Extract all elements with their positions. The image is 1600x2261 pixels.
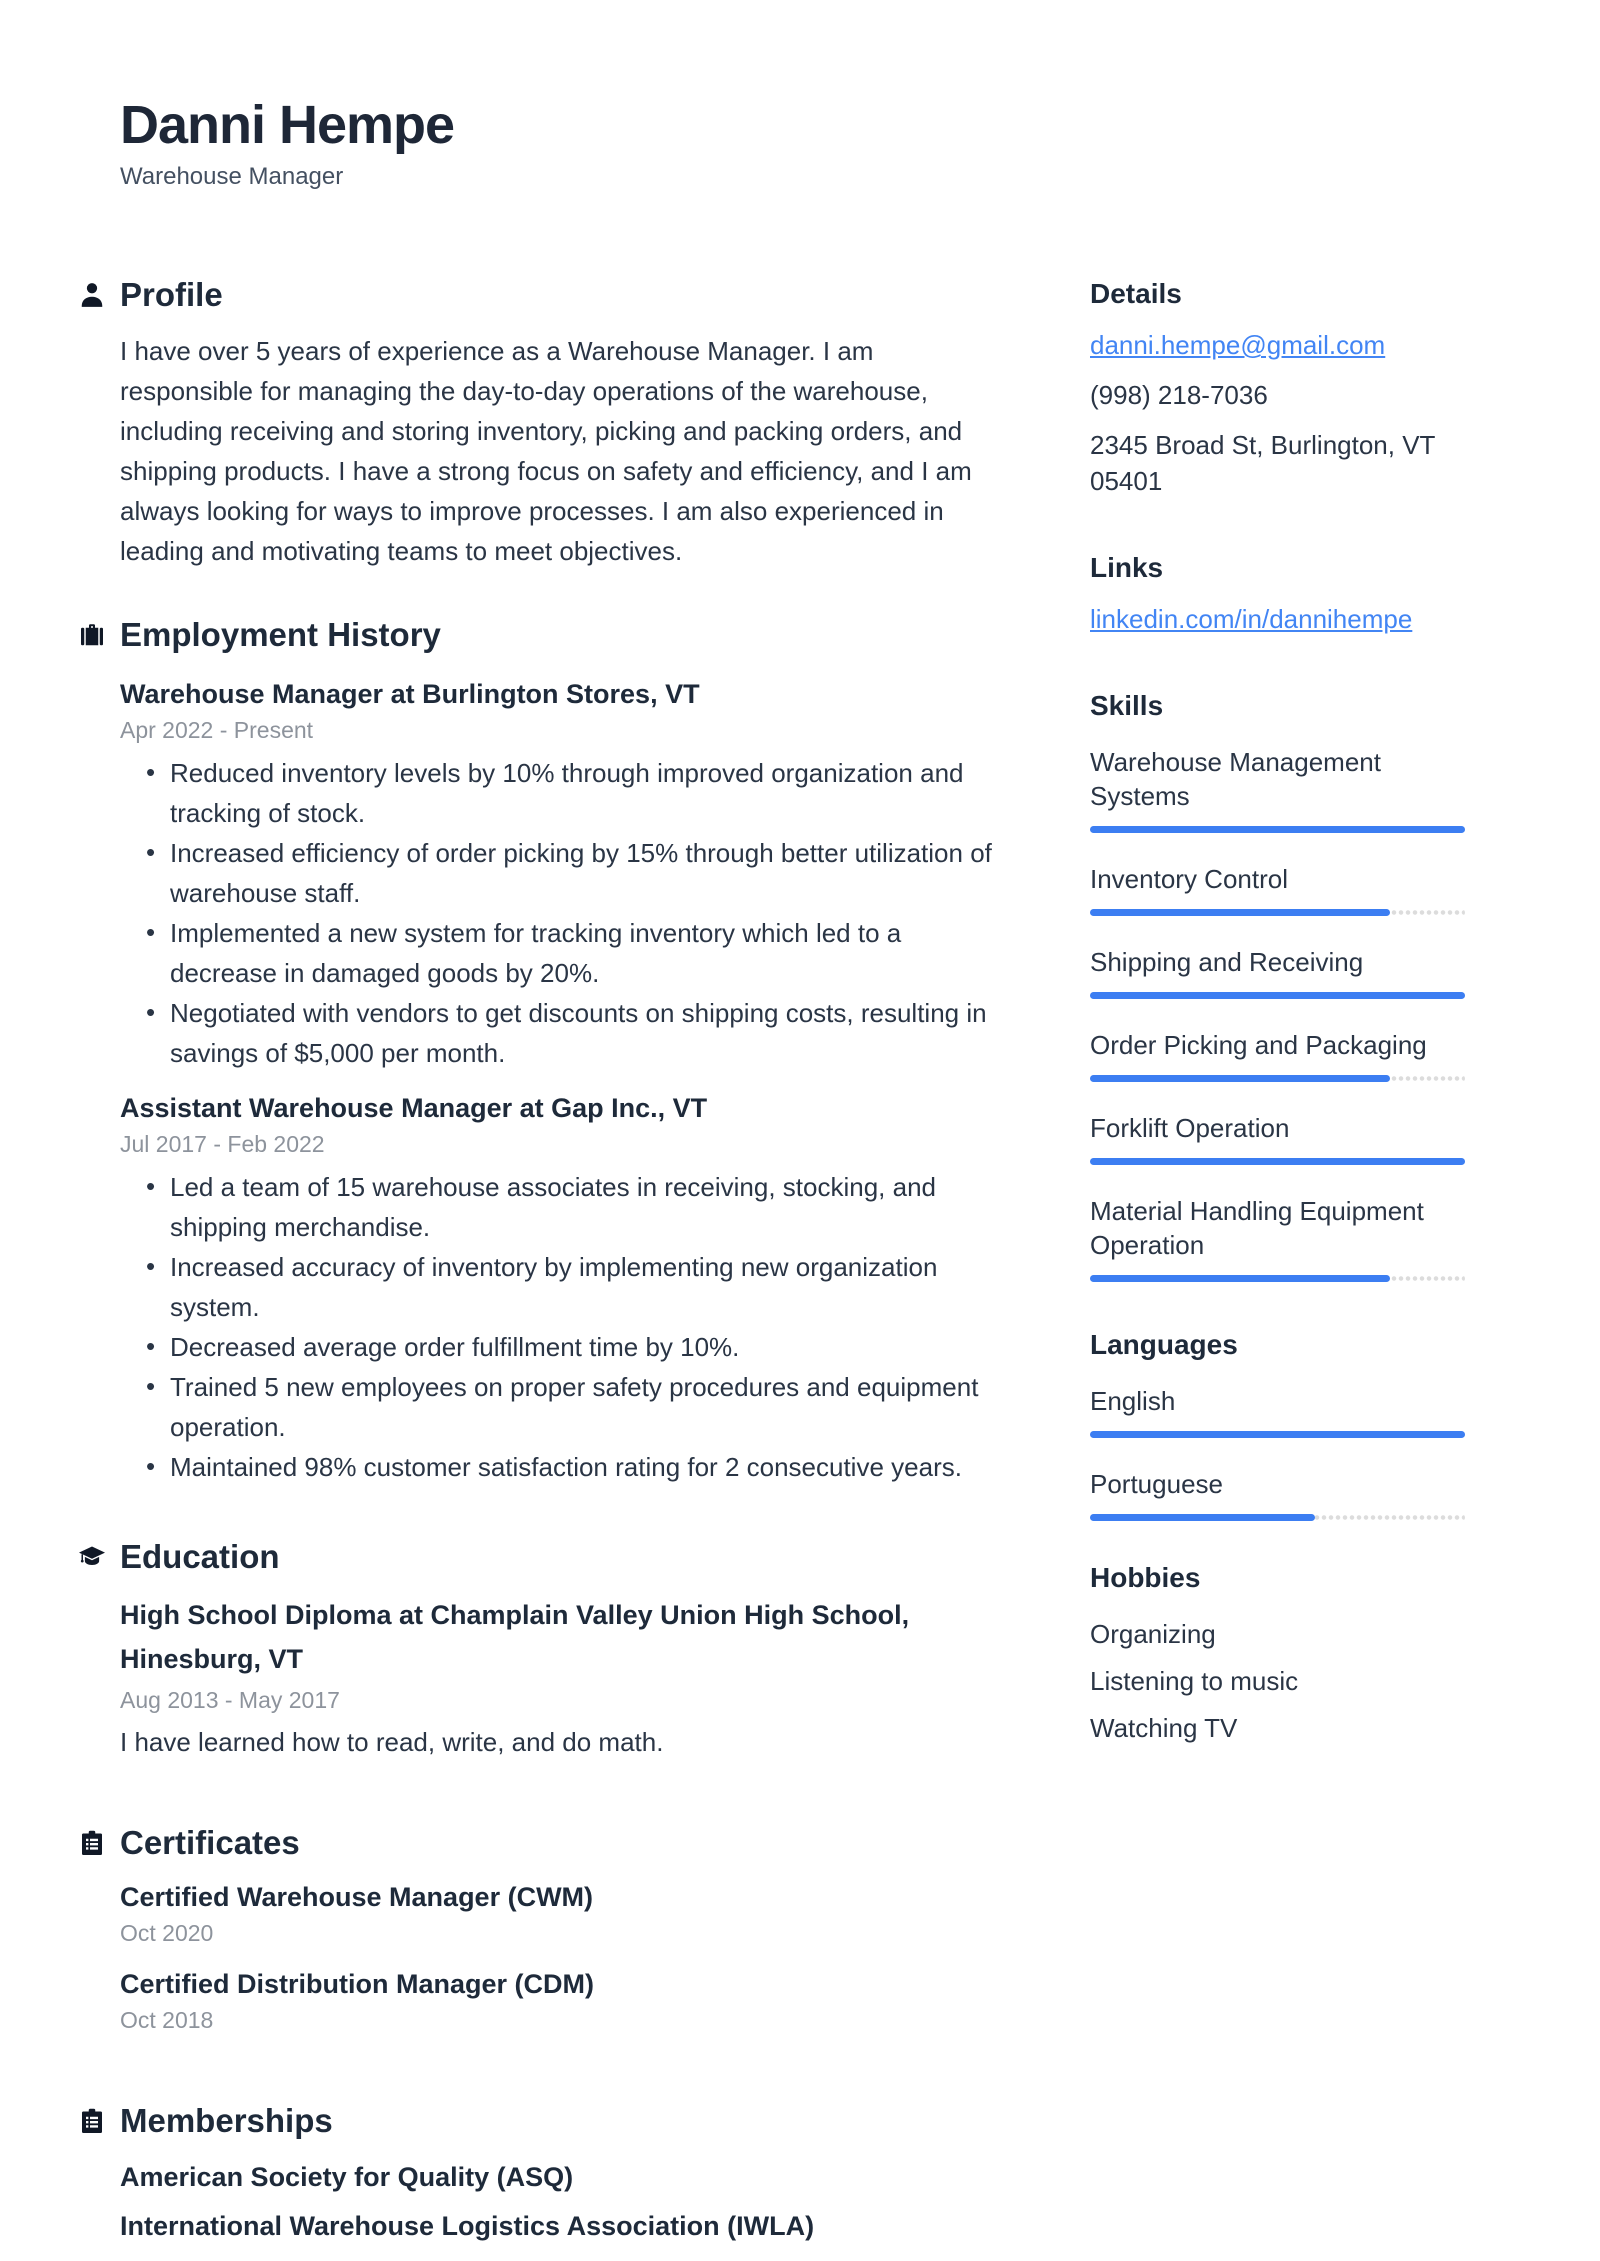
- sidebar-skills: [1090, 689, 1465, 1282]
- skill-progress-fill: [1090, 909, 1390, 916]
- skill-item: [1090, 745, 1465, 833]
- phone-number: (998) 218-7036: [1090, 380, 1268, 410]
- linkedin-link[interactable]: linkedin.com/in/dannihempe: [1090, 604, 1413, 634]
- profile-text: I have over 5 years of experience as a Warehouse Manager. I am responsible for managing the day-to-day operations of the warehouse, including receiving and storing inventory, picking and packing orders, and shipping products. I have a strong focus on safety and efficiency, and I am always looking for ways to improve processes. I am also experienced in leading and motivating teams to meet objectives.: [120, 336, 972, 566]
- details-heading: Details: [1090, 278, 1182, 309]
- skill-label: Inventory Control: [1090, 864, 1288, 894]
- profile-section-header: [77, 277, 1000, 313]
- bullet-item: • Negotiated with vendors to get discounts on shipping costs, resulting in savings of $5,000 per month.: [170, 993, 1000, 1073]
- hobby-item: Listening to music: [1090, 1666, 1299, 1696]
- skill-progress-fill: [1090, 1275, 1390, 1282]
- skill-progress-track: [1090, 992, 1465, 999]
- briefcase-icon: [77, 620, 107, 650]
- skill-label: Shipping and Receiving: [1090, 947, 1364, 977]
- address: 2345 Broad St, Burlington, VT 05401: [1090, 430, 1435, 496]
- certificate-date: Oct 2020: [120, 1920, 214, 1946]
- section-education: [120, 1539, 1000, 1761]
- skill-label: Warehouse Management Systems: [1090, 747, 1381, 811]
- skill-item: [1090, 1028, 1465, 1082]
- skill-progress-track: [1090, 826, 1465, 833]
- certificate-entry: [120, 1966, 1000, 2035]
- sidebar-languages: [1090, 1328, 1465, 1521]
- memberships-heading: Memberships: [120, 2102, 333, 2139]
- section-employment-history: [120, 617, 1000, 1487]
- membership-item: American Society for Quality (ASQ): [120, 2162, 574, 2192]
- education-degree: High School Diploma at Champlain Valley Union High School, Hinesburg, VT: [120, 1600, 910, 1674]
- skill-progress-fill: [1090, 992, 1465, 999]
- skill-label: Order Picking and Packaging: [1090, 1030, 1427, 1060]
- skill-progress-fill: [1090, 1075, 1390, 1082]
- section-profile: [120, 277, 1000, 571]
- language-progress-track: [1090, 1514, 1465, 1521]
- job-title: Assistant Warehouse Manager at Gap Inc., VT: [120, 1093, 708, 1123]
- employment-section-header: [77, 617, 1000, 653]
- language-item: [1090, 1467, 1465, 1521]
- section-memberships: [120, 2103, 1000, 2251]
- job-bullet-list: [120, 753, 1000, 1073]
- sidebar: [1090, 277, 1465, 2251]
- language-progress-fill: [1090, 1514, 1315, 1521]
- certificate-title: Certified Warehouse Manager (CWM): [120, 1882, 594, 1912]
- job-entry: [120, 675, 1000, 1073]
- membership-item: International Warehouse Logistics Association (IWLA): [120, 2211, 815, 2241]
- hobbies-heading: Hobbies: [1090, 1562, 1201, 1593]
- content-columns: [0, 277, 1600, 2251]
- language-item: [1090, 1384, 1465, 1438]
- candidate-name: Danni Hempe: [120, 95, 455, 155]
- skill-progress-fill: [1090, 1158, 1465, 1165]
- certificates-heading: Certificates: [120, 1824, 300, 1861]
- job-bullet-list: [120, 1167, 1000, 1487]
- employment-heading: Employment History: [120, 616, 441, 653]
- education-heading: Education: [120, 1538, 280, 1575]
- languages-heading: Languages: [1090, 1329, 1238, 1360]
- section-certificates: [120, 1825, 1000, 2035]
- bullet-item: • Led a team of 15 warehouse associates in receiving, stocking, and shipping merchandise.: [170, 1167, 1000, 1247]
- skills-heading: Skills: [1090, 690, 1164, 721]
- links-heading: Links: [1090, 552, 1164, 583]
- sidebar-details: [1090, 277, 1465, 499]
- skill-progress-track: [1090, 1158, 1465, 1165]
- sidebar-links: [1090, 551, 1465, 637]
- graduation-cap-icon: [77, 1542, 107, 1572]
- skill-progress-fill: [1090, 826, 1465, 833]
- header: [0, 0, 1600, 191]
- person-icon: [77, 280, 107, 310]
- skill-label: Forklift Operation: [1090, 1113, 1290, 1143]
- skill-item: [1090, 1194, 1465, 1282]
- skill-progress-track: [1090, 1075, 1465, 1082]
- hobby-item: Organizing: [1090, 1619, 1216, 1649]
- education-section-header: [77, 1539, 1000, 1575]
- membership-list: [120, 2153, 1000, 2251]
- bullet-item: • Implemented a new system for tracking inventory which led to a decrease in damaged goods by 20%.: [170, 913, 1000, 993]
- memberships-section-header: [77, 2103, 1000, 2139]
- language-progress-track: [1090, 1431, 1465, 1438]
- certificate-title: Certified Distribution Manager (CDM): [120, 1969, 595, 1999]
- bullet-item: • Increased efficiency of order picking by 15% through better utilization of warehouse staff.: [170, 833, 1000, 913]
- bullet-item: • Maintained 98% customer satisfaction rating for 2 consecutive years.: [170, 1447, 1000, 1487]
- clipboard-icon: [77, 1828, 107, 1858]
- profile-heading: Profile: [120, 276, 223, 313]
- bullet-item: • Trained 5 new employees on proper safety procedures and equipment operation.: [170, 1367, 1000, 1447]
- email-link[interactable]: danni.hempe@gmail.com: [1090, 330, 1386, 360]
- certificates-section-header: [77, 1825, 1000, 1861]
- candidate-job-title: Warehouse Manager: [120, 163, 344, 190]
- sidebar-hobbies: [1090, 1561, 1465, 1752]
- skill-progress-track: [1090, 1275, 1465, 1282]
- language-label: English: [1090, 1386, 1176, 1416]
- language-progress-fill: [1090, 1431, 1465, 1438]
- job-title: Warehouse Manager at Burlington Stores, VT: [120, 679, 700, 709]
- education-dates: Aug 2013 - May 2017: [120, 1687, 340, 1713]
- hobby-item: Watching TV: [1090, 1713, 1238, 1743]
- skill-item: [1090, 862, 1465, 916]
- job-entry: [120, 1089, 1000, 1487]
- job-dates: Jul 2017 - Feb 2022: [120, 1131, 325, 1157]
- main-column: [120, 277, 1000, 2251]
- bullet-item: • Reduced inventory levels by 10% through improved organization and tracking of stock.: [170, 753, 1000, 833]
- clipboard-icon: [77, 2106, 107, 2136]
- certificate-date: Oct 2018: [120, 2007, 214, 2033]
- language-label: Portuguese: [1090, 1469, 1223, 1499]
- education-description: I have learned how to read, write, and do math.: [120, 1727, 664, 1757]
- skill-label: Material Handling Equipment Operation: [1090, 1196, 1424, 1260]
- certificate-entry: [120, 1879, 1000, 1948]
- skill-item: [1090, 945, 1465, 999]
- skill-progress-track: [1090, 909, 1465, 916]
- skill-item: [1090, 1111, 1465, 1165]
- bullet-item: • Increased accuracy of inventory by implementing new organization system.: [170, 1247, 1000, 1327]
- job-dates: Apr 2022 - Present: [120, 717, 314, 743]
- bullet-item: • Decreased average order fulfillment time by 10%.: [170, 1327, 1000, 1367]
